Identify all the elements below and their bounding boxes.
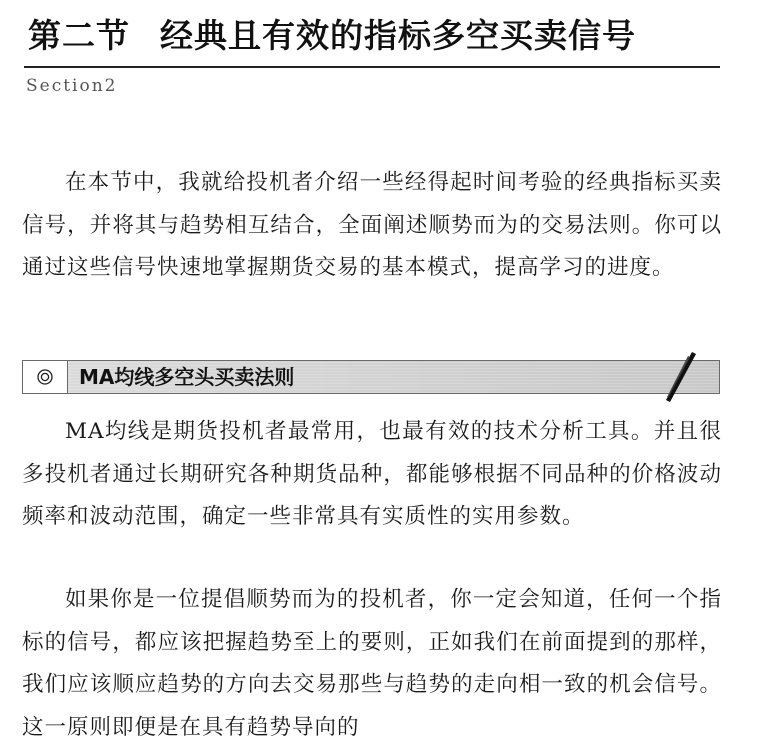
slash-mark-icon — [662, 350, 698, 404]
subheading-title: MA均线多空头买卖法则 — [79, 365, 295, 389]
ma-paragraph-1: MA均线是期货投机者最常用，也最有效的技术分析工具。并且很多投机者通过长期研究各种期货品种，都能够根据不同品种的价格波动频率和波动范围，确定一些非常具有实质性的实用参数。 — [22, 419, 722, 529]
ma-paragraph-2: 如果你是一位提倡顺势而为的投机者，你一定会知道，任何一个指标的信号，都应该把握趋势至上的要则，正如我们在前面提到的那样，我们应该顺应趋势的方向去交易那些与趋势的走向相一致的机会信号。这一原则即便是在具有趋势导向的 — [22, 587, 722, 740]
intro-paragraph: 在本节中，我就给投机者介绍一些经得起时间考验的经典指标买卖信号，并将其与趋势相互结合，全面阐述顺势而为的交易法则。你可以通过这些信号快速地掌握期货交易的基本模式，提高学习的进度。 — [22, 170, 722, 280]
subheading-bar — [22, 360, 720, 394]
section-title: 经典且有效的指标多空买卖信号 — [160, 16, 636, 55]
heading-divider — [24, 66, 720, 68]
section-label: Section2 — [26, 76, 118, 96]
section-heading — [28, 14, 636, 58]
subheading-bullet-box — [23, 361, 68, 393]
double-circle-icon — [37, 369, 53, 385]
section-number: 第二节 — [28, 16, 130, 55]
